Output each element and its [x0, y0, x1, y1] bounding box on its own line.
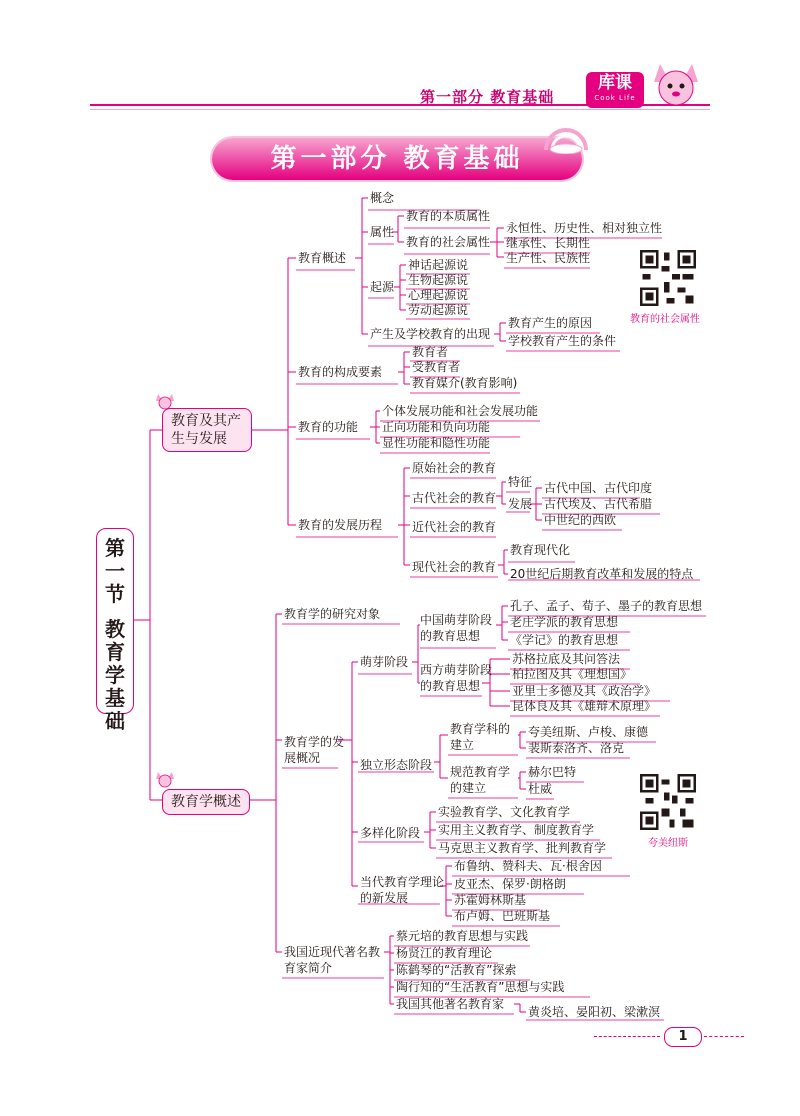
node: 教育学的研究对象 [284, 607, 381, 621]
section-title-box [96, 528, 134, 733]
node: 教育的发展历程 [298, 518, 383, 532]
node: 亚里士多德及其《政治学》 [512, 684, 657, 698]
node: 生物起源说 [408, 273, 469, 287]
node: 发展 [508, 497, 533, 511]
node: 赫尔巴特 [528, 765, 577, 779]
node: 苏格拉底及其问答法 [512, 652, 621, 666]
section-title-char: 学 [105, 663, 125, 687]
node: 永恒性、历史性、相对独立性 [506, 221, 663, 235]
node: 教育的社会属性 [406, 235, 491, 249]
node: 20世纪后期教育改革和发展的特点 [510, 567, 694, 581]
node: 教育产生的原因 [508, 316, 593, 330]
branch-education-origin: 教育及其产生与发展 [162, 408, 252, 452]
node: 我国其他著名教育家 [396, 997, 505, 1011]
node: 陶行知的“生活教育”思想与实践 [396, 980, 565, 994]
node: 神话起源说 [408, 258, 469, 272]
page-number: 1 [664, 1027, 702, 1047]
node: 特征 [508, 475, 533, 489]
node: 个体发展功能和社会发展功能 [382, 404, 539, 418]
node: 柏拉图及其《理想国》 [512, 667, 633, 681]
node: 心理起源说 [408, 288, 469, 302]
logo-cn: 库课 [598, 73, 632, 93]
node: 产生及学校教育的出现 [370, 327, 491, 341]
section-title-char: 础 [105, 709, 125, 733]
node: 继承性、长期性 [506, 236, 591, 250]
fox-small-icon [155, 770, 175, 788]
node: 属性 [370, 225, 395, 239]
node: 教育的本质属性 [406, 209, 491, 223]
node: 裴斯泰洛齐、洛克 [528, 741, 625, 755]
node: 起源 [370, 280, 395, 294]
node: 当代教育学理论的新发展 [360, 875, 445, 905]
section-title-char: 基 [105, 686, 125, 710]
node: 苏霍姆林斯基 [454, 893, 527, 907]
node: 夸美纽斯、卢梭、康德 [528, 725, 649, 739]
node: 教育的构成要素 [298, 365, 383, 379]
node: 蔡元培的教育思想与实践 [396, 929, 529, 943]
qr-code-icon[interactable] [640, 250, 696, 306]
node: 陈鹤琴的“活教育”探索 [396, 963, 517, 977]
part-banner: 第一部分 教育基础 [212, 138, 582, 180]
node: 教育学的发展概况 [284, 735, 345, 765]
section-title-char: 一 [105, 559, 125, 583]
qr-caption: 教育的社会属性 [630, 314, 700, 325]
qr-code-icon[interactable] [640, 774, 696, 830]
branch-pedagogy-overview: 教育学概述 [162, 789, 250, 815]
section-title-char: 第 [105, 536, 125, 560]
node: 萌芽阶段 [360, 655, 409, 669]
node: 杨贤江的教育理论 [396, 946, 493, 960]
node: 显性功能和隐性功能 [382, 436, 491, 450]
node: 教育者 [412, 345, 449, 359]
node: 《学记》的教育思想 [510, 633, 619, 647]
node: 实验教育学、文化教育学 [438, 805, 571, 819]
node: 学校教育产生的条件 [508, 334, 617, 348]
section-title-char: 育 [105, 640, 125, 664]
node: 生产性、民族性 [506, 251, 591, 265]
node: 黄炎培、晏阳初、梁漱溟 [528, 1005, 661, 1019]
node: 古代埃及、古代希腊 [544, 497, 653, 511]
qr-caption: 夸美纽斯 [648, 838, 688, 849]
node: 教育概述 [298, 251, 347, 265]
node: 概念 [370, 191, 395, 205]
node: 多样化阶段 [360, 826, 421, 840]
node: 中世纪的西欧 [544, 513, 617, 527]
node: 布鲁纳、赞科夫、瓦·根舍因 [454, 859, 602, 873]
node: 现代社会的教育 [412, 560, 497, 574]
node: 教育现代化 [510, 543, 571, 557]
footer-dash-left [594, 1036, 660, 1037]
node: 中国萌芽阶段的教育思想 [420, 613, 493, 643]
node: 实用主义教育学、制度教育学 [438, 823, 595, 837]
node: 劳动起源说 [408, 303, 469, 317]
node: 西方萌芽阶段的教育思想 [420, 663, 493, 693]
node: 孔子、孟子、荀子、墨子的教育思想 [510, 599, 703, 613]
node: 布卢姆、巴班斯基 [454, 909, 551, 923]
footer-dash-right [704, 1036, 744, 1037]
node: 我国近现代著名教育家简介 [284, 945, 381, 975]
node: 受教育者 [412, 360, 461, 374]
logo-en: Cook Life [594, 94, 636, 102]
node: 近代社会的教育 [412, 520, 497, 534]
node: 马克思主义教育学、批判教育学 [438, 841, 607, 855]
node: 正向功能和负向功能 [382, 420, 491, 434]
node: 皮亚杰、保罗·朗格朗 [454, 877, 566, 891]
node: 独立形态阶段 [360, 758, 433, 772]
node: 规范教育学的建立 [450, 765, 511, 795]
node: 教育媒介(教育影响) [412, 376, 518, 390]
section-title-char: 教 [105, 617, 125, 641]
node: 老庄学派的教育思想 [510, 615, 619, 629]
node: 教育的功能 [298, 420, 359, 434]
node: 杜威 [528, 782, 553, 796]
node: 昆体良及其《雄辩术原理》 [512, 699, 657, 713]
header-title: 第一部分 教育基础 [420, 88, 555, 106]
node: 原始社会的教育 [412, 461, 497, 475]
node: 古代社会的教育 [412, 491, 497, 505]
node: 古代中国、古代印度 [544, 481, 653, 495]
node: 教育学科的建立 [450, 722, 511, 752]
section-title-char: 节 [105, 582, 125, 606]
